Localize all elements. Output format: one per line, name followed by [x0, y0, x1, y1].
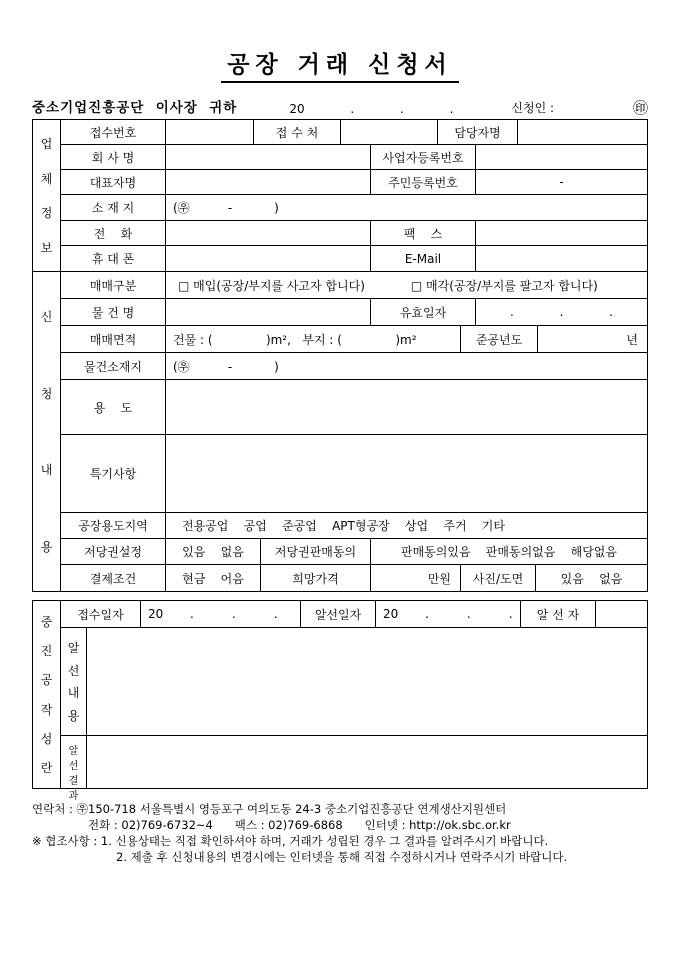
field-completion-year: 년	[626, 332, 638, 347]
cooperation-note-1: ※ 협조사항 : 1. 신용상태는 직접 확인하셔야 하며, 거래가 성립된 경우 그 결과를 알려주시기 바랍니다.	[32, 834, 549, 848]
label-manager-name: 담당자명	[438, 120, 518, 144]
table-row	[61, 221, 647, 246]
label-receipt-office: 접 수 처	[254, 120, 341, 144]
vertical-label-char: 과	[68, 791, 79, 802]
vertical-label-char: 용	[67, 709, 80, 724]
table-row	[61, 195, 647, 221]
field-factory-zone-options: 전용공업 공업 준공업 APT형공장 상업 주거 기타	[182, 519, 505, 533]
label-mortgage-sale-consent: 저당권판매동의	[261, 539, 371, 564]
section-label-company-info	[33, 120, 61, 271]
contact-phone-line: 전화 : 02)769-6732~4 팩스 : 02)769-6868 인터넷 : http://ok.sbc.or.kr	[88, 818, 511, 832]
field-address: (㉾ - )	[173, 201, 279, 215]
section-office-use	[33, 601, 647, 802]
field-trade-area: 건물 : ( )m², 부지 : ( )m²	[166, 326, 461, 352]
field-business-reg-number	[476, 145, 647, 169]
vertical-label-char: 결	[68, 776, 79, 787]
field-receipt-date: 20 . . .	[141, 601, 301, 627]
section-company-info	[33, 120, 647, 272]
vertical-label-char: 진	[40, 644, 53, 659]
vertical-label-char: 선	[68, 761, 79, 772]
vertical-label-char: 신	[40, 309, 53, 324]
label-item-name: 물 건 명	[61, 299, 166, 325]
office-use-rows	[61, 601, 647, 802]
label-mobile: 휴 대 폰	[61, 246, 166, 271]
table-row	[61, 326, 647, 353]
label-usage: 용 도	[61, 380, 166, 434]
field-receipt-number	[166, 120, 254, 144]
vertical-label-char: 중	[40, 615, 53, 630]
table-row	[61, 170, 647, 195]
vertical-label-char: 작	[40, 702, 53, 717]
field-phone	[166, 221, 371, 245]
table-row	[61, 246, 647, 271]
field-item-address: (㉾ - )	[173, 359, 279, 374]
label-address: 소 재 지	[61, 195, 166, 220]
field-fax	[476, 221, 647, 245]
label-trade-type: 매매구분	[61, 272, 166, 298]
vertical-label-char: 성	[40, 731, 53, 746]
field-special-notes	[166, 435, 647, 512]
table-row	[61, 565, 647, 591]
vertical-label-char: 공	[40, 673, 53, 688]
field-item-name	[166, 299, 371, 325]
label-special-notes: 특기사항	[61, 435, 166, 512]
company-info-rows	[61, 120, 647, 271]
field-resident-reg-number: -	[559, 175, 564, 189]
table-row	[61, 628, 647, 736]
label-resident-reg-number: 주민등록번호	[371, 170, 476, 194]
section-label-office-use	[33, 601, 61, 788]
field-referral-date: 20 . . .	[376, 601, 521, 627]
label-mortgage: 저당권설정	[61, 539, 166, 564]
field-photo-drawing-options: 있음 없음	[560, 571, 623, 586]
label-business-reg-number: 사업자등록번호	[371, 145, 476, 169]
label-completion-year: 준공년도	[461, 326, 538, 352]
table-row	[61, 513, 647, 539]
vertical-label-char: 란	[40, 760, 53, 775]
section-label-application-content	[33, 272, 61, 591]
table-row	[61, 353, 647, 380]
label-receipt-number: 접수번호	[61, 120, 166, 144]
field-usage	[166, 380, 647, 434]
label-phone: 전 화	[61, 221, 166, 245]
contact-address-line: 연락처 : ㉾150-718 서울특별시 영등포구 여의도동 24-3 중소기업진흥공단 연계생산지원센터	[32, 802, 507, 816]
field-representative-name	[166, 170, 371, 194]
field-referrer	[596, 601, 647, 627]
table-row	[61, 736, 647, 802]
field-email	[476, 246, 647, 271]
section-application-content	[33, 272, 647, 591]
label-desired-price: 희망가격	[261, 565, 371, 591]
label-referral-date: 알선일자	[301, 601, 376, 627]
table-row	[61, 601, 647, 628]
label-trade-area: 매매면적	[61, 326, 166, 352]
main-table	[32, 119, 648, 592]
label-valid-date: 유효일자	[371, 299, 476, 325]
title-area	[32, 46, 648, 83]
field-manager-name	[518, 120, 647, 144]
footer	[32, 801, 648, 865]
table-row	[61, 435, 647, 513]
vertical-label-char: 용	[40, 540, 53, 555]
label-email: E-Mail	[371, 246, 476, 271]
label-referral-content	[61, 628, 87, 735]
checkbox-sell-option: □ 매각(공장/부지를 팔고자 합니다)	[410, 278, 598, 293]
seal-icon: ㊞	[632, 99, 648, 117]
field-valid-date: . . .	[510, 305, 613, 319]
label-referral-result	[61, 736, 87, 802]
vertical-label-char: 알	[67, 640, 80, 655]
label-fax: 팩 스	[371, 221, 476, 245]
vertical-label-char: 알	[68, 746, 79, 757]
field-mortgage-options: 있음 없음	[166, 539, 261, 564]
field-mobile	[166, 246, 371, 271]
label-item-address: 물건소재지	[61, 353, 166, 379]
recipient-text: 중소기업진흥공단 이사장 귀하	[32, 100, 238, 116]
application-content-rows	[61, 272, 647, 591]
vertical-label-char: 체	[40, 171, 53, 186]
vertical-label-char: 청	[40, 386, 53, 401]
vertical-label-char: 정	[40, 206, 53, 221]
field-desired-price-unit: 만원	[371, 565, 461, 591]
vertical-label-char: 선	[67, 663, 80, 678]
vertical-label-char: 보	[40, 241, 53, 256]
field-receipt-office	[341, 120, 438, 144]
table-row	[61, 272, 647, 299]
field-company-name	[166, 145, 371, 169]
field-referral-content	[87, 628, 647, 735]
vertical-label-char: 업	[40, 136, 53, 151]
field-referral-result	[87, 736, 647, 788]
vertical-label-char: 내	[40, 463, 53, 478]
label-receipt-date: 접수일자	[61, 601, 141, 627]
label-factory-zone: 공장용도지역	[61, 513, 166, 538]
table-row	[61, 380, 647, 435]
table-row	[61, 120, 647, 145]
label-representative-name: 대표자명	[61, 170, 166, 194]
applicant-label: 신청인 :	[511, 101, 555, 115]
table-row	[61, 299, 647, 326]
application-date-field: 20 . . .	[289, 102, 454, 116]
office-use-table	[32, 600, 648, 802]
vertical-label-char: 내	[67, 686, 80, 701]
field-mortgage-sale-consent-options: 판매동의있음 판매동의없음 해당없음	[401, 545, 617, 559]
label-photo-drawing: 사진/도면	[461, 565, 536, 591]
table-row	[61, 145, 647, 170]
field-trade-type	[166, 272, 647, 298]
form-title: 공장 거래 신청서	[221, 46, 459, 83]
table-row	[61, 539, 647, 565]
field-payment-terms-options: 현금 어음	[166, 565, 261, 591]
header-line	[32, 96, 648, 116]
checkbox-buy-option: □ 매입(공장/부지를 사고자 합니다)	[178, 278, 365, 293]
label-referrer: 알 선 자	[521, 601, 596, 627]
label-payment-terms: 결제조건	[61, 565, 166, 591]
label-company-name: 회 사 명	[61, 145, 166, 169]
cooperation-note-2: 2. 제출 후 신청내용의 변경시에는 인터넷을 통해 직접 수정하시거나 연락주시기 바랍니다.	[116, 850, 568, 864]
